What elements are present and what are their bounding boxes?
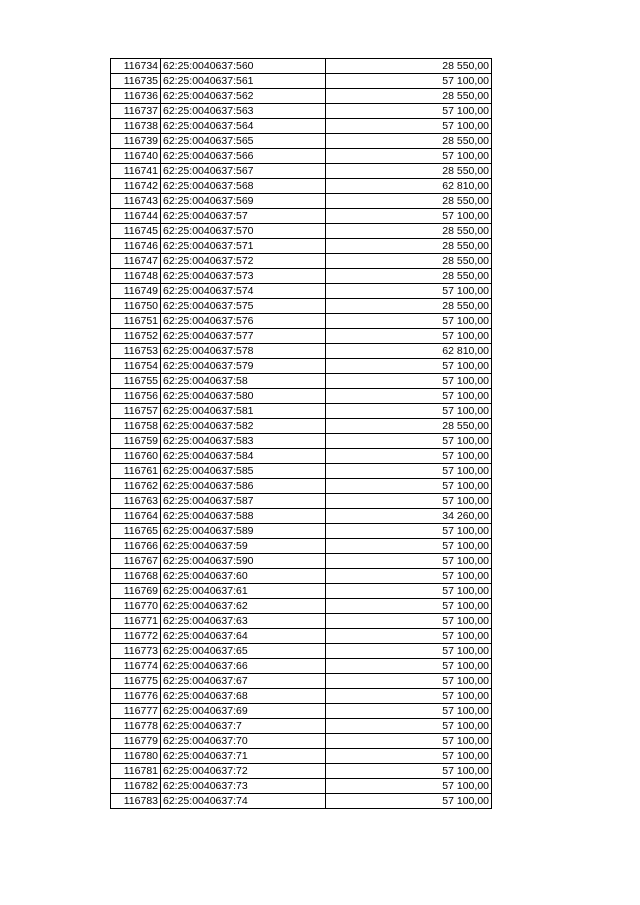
- table-row: [111, 674, 492, 689]
- amount-cell: 57 100,00: [326, 719, 492, 734]
- row-id-cell: 116749: [111, 284, 161, 299]
- cadastral-number-cell: 62:25:0040637:62: [161, 599, 326, 614]
- amount-cell: 28 550,00: [326, 299, 492, 314]
- row-id-cell: 116750: [111, 299, 161, 314]
- cadastral-number-cell: 62:25:0040637:580: [161, 389, 326, 404]
- amount-cell: 28 550,00: [326, 224, 492, 239]
- cadastral-number-cell: 62:25:0040637:560: [161, 59, 326, 74]
- row-id-cell: 116747: [111, 254, 161, 269]
- amount-cell: 28 550,00: [326, 59, 492, 74]
- cadastral-number-cell: 62:25:0040637:64: [161, 629, 326, 644]
- table-row: [111, 89, 492, 104]
- cadastral-number-cell: 62:25:0040637:562: [161, 89, 326, 104]
- table-row: [111, 614, 492, 629]
- table-row: [111, 149, 492, 164]
- amount-cell: 57 100,00: [326, 524, 492, 539]
- amount-cell: 62 810,00: [326, 179, 492, 194]
- amount-cell: 57 100,00: [326, 689, 492, 704]
- table-row: [111, 284, 492, 299]
- table-row: [111, 779, 492, 794]
- cadastral-number-cell: 62:25:0040637:578: [161, 344, 326, 359]
- row-id-cell: 116771: [111, 614, 161, 629]
- amount-cell: 57 100,00: [326, 119, 492, 134]
- cadastral-number-cell: 62:25:0040637:585: [161, 464, 326, 479]
- row-id-cell: 116740: [111, 149, 161, 164]
- amount-cell: 28 550,00: [326, 269, 492, 284]
- cadastral-number-cell: 62:25:0040637:7: [161, 719, 326, 734]
- cadastral-number-cell: 62:25:0040637:590: [161, 554, 326, 569]
- table-row: [111, 74, 492, 89]
- table-row: [111, 179, 492, 194]
- row-id-cell: 116741: [111, 164, 161, 179]
- cadastral-number-cell: 62:25:0040637:581: [161, 404, 326, 419]
- table-row: [111, 104, 492, 119]
- row-id-cell: 116774: [111, 659, 161, 674]
- amount-cell: 57 100,00: [326, 74, 492, 89]
- table-row: [111, 554, 492, 569]
- row-id-cell: 116746: [111, 239, 161, 254]
- amount-cell: 57 100,00: [326, 404, 492, 419]
- table-row: [111, 269, 492, 284]
- amount-cell: 57 100,00: [326, 314, 492, 329]
- table-row: [111, 644, 492, 659]
- table-row: [111, 794, 492, 809]
- table-row: [111, 659, 492, 674]
- amount-cell: 57 100,00: [326, 494, 492, 509]
- table-row: [111, 719, 492, 734]
- cadastral-number-cell: 62:25:0040637:70: [161, 734, 326, 749]
- cadastral-number-cell: 62:25:0040637:577: [161, 329, 326, 344]
- row-id-cell: 116739: [111, 134, 161, 149]
- amount-cell: 57 100,00: [326, 449, 492, 464]
- cadastral-number-cell: 62:25:0040637:59: [161, 539, 326, 554]
- row-id-cell: 116751: [111, 314, 161, 329]
- row-id-cell: 116734: [111, 59, 161, 74]
- cadastral-number-cell: 62:25:0040637:65: [161, 644, 326, 659]
- cadastral-number-cell: 62:25:0040637:561: [161, 74, 326, 89]
- row-id-cell: 116775: [111, 674, 161, 689]
- cadastral-number-cell: 62:25:0040637:573: [161, 269, 326, 284]
- table-row: [111, 749, 492, 764]
- amount-cell: 57 100,00: [326, 644, 492, 659]
- amount-cell: 57 100,00: [326, 374, 492, 389]
- amount-cell: 57 100,00: [326, 734, 492, 749]
- row-id-cell: 116738: [111, 119, 161, 134]
- amount-cell: 57 100,00: [326, 599, 492, 614]
- amount-cell: 57 100,00: [326, 584, 492, 599]
- cadastral-number-cell: 62:25:0040637:566: [161, 149, 326, 164]
- row-id-cell: 116773: [111, 644, 161, 659]
- table-row: [111, 449, 492, 464]
- amount-cell: 28 550,00: [326, 164, 492, 179]
- cadastral-number-cell: 62:25:0040637:567: [161, 164, 326, 179]
- row-id-cell: 116767: [111, 554, 161, 569]
- amount-cell: 57 100,00: [326, 464, 492, 479]
- row-id-cell: 116752: [111, 329, 161, 344]
- amount-cell: 57 100,00: [326, 704, 492, 719]
- cadastral-number-cell: 62:25:0040637:579: [161, 359, 326, 374]
- row-id-cell: 116765: [111, 524, 161, 539]
- amount-cell: 57 100,00: [326, 764, 492, 779]
- row-id-cell: 116764: [111, 509, 161, 524]
- cadastral-number-cell: 62:25:0040637:565: [161, 134, 326, 149]
- table-row: [111, 494, 492, 509]
- row-id-cell: 116782: [111, 779, 161, 794]
- table-row: [111, 254, 492, 269]
- registry-table: [110, 58, 492, 809]
- table-row: [111, 134, 492, 149]
- table-row: [111, 224, 492, 239]
- table-row: [111, 329, 492, 344]
- table-row: [111, 464, 492, 479]
- table-row: [111, 524, 492, 539]
- table-row: [111, 734, 492, 749]
- table-row: [111, 584, 492, 599]
- table-row: [111, 359, 492, 374]
- row-id-cell: 116783: [111, 794, 161, 809]
- row-id-cell: 116753: [111, 344, 161, 359]
- cadastral-number-cell: 62:25:0040637:584: [161, 449, 326, 464]
- amount-cell: 57 100,00: [326, 794, 492, 809]
- amount-cell: 57 100,00: [326, 674, 492, 689]
- row-id-cell: 116776: [111, 689, 161, 704]
- cadastral-number-cell: 62:25:0040637:588: [161, 509, 326, 524]
- row-id-cell: 116737: [111, 104, 161, 119]
- amount-cell: 57 100,00: [326, 329, 492, 344]
- cadastral-number-cell: 62:25:0040637:73: [161, 779, 326, 794]
- table-row: [111, 539, 492, 554]
- cadastral-number-cell: 62:25:0040637:576: [161, 314, 326, 329]
- amount-cell: 34 260,00: [326, 509, 492, 524]
- cadastral-number-cell: 62:25:0040637:71: [161, 749, 326, 764]
- table-row: [111, 119, 492, 134]
- cadastral-number-cell: 62:25:0040637:72: [161, 764, 326, 779]
- cadastral-number-cell: 62:25:0040637:587: [161, 494, 326, 509]
- table-row: [111, 209, 492, 224]
- cadastral-number-cell: 62:25:0040637:586: [161, 479, 326, 494]
- cadastral-number-cell: 62:25:0040637:572: [161, 254, 326, 269]
- amount-cell: 57 100,00: [326, 749, 492, 764]
- table-row: [111, 389, 492, 404]
- row-id-cell: 116772: [111, 629, 161, 644]
- table-row: [111, 509, 492, 524]
- table-row: [111, 194, 492, 209]
- table-row: [111, 479, 492, 494]
- cadastral-number-cell: 62:25:0040637:582: [161, 419, 326, 434]
- cadastral-number-cell: 62:25:0040637:61: [161, 584, 326, 599]
- row-id-cell: 116762: [111, 479, 161, 494]
- amount-cell: 57 100,00: [326, 209, 492, 224]
- amount-cell: 57 100,00: [326, 629, 492, 644]
- row-id-cell: 116761: [111, 464, 161, 479]
- amount-cell: 57 100,00: [326, 539, 492, 554]
- cadastral-number-cell: 62:25:0040637:575: [161, 299, 326, 314]
- amount-cell: 57 100,00: [326, 659, 492, 674]
- row-id-cell: 116759: [111, 434, 161, 449]
- amount-cell: 28 550,00: [326, 239, 492, 254]
- table-row: [111, 59, 492, 74]
- table-row: [111, 599, 492, 614]
- row-id-cell: 116758: [111, 419, 161, 434]
- cadastral-number-cell: 62:25:0040637:563: [161, 104, 326, 119]
- row-id-cell: 116742: [111, 179, 161, 194]
- cadastral-number-cell: 62:25:0040637:69: [161, 704, 326, 719]
- cadastral-number-cell: 62:25:0040637:60: [161, 569, 326, 584]
- amount-cell: 28 550,00: [326, 254, 492, 269]
- table-row: [111, 374, 492, 389]
- amount-cell: 57 100,00: [326, 284, 492, 299]
- table-row: [111, 569, 492, 584]
- amount-cell: 62 810,00: [326, 344, 492, 359]
- amount-cell: 28 550,00: [326, 194, 492, 209]
- cadastral-number-cell: 62:25:0040637:63: [161, 614, 326, 629]
- amount-cell: 57 100,00: [326, 479, 492, 494]
- cadastral-number-cell: 62:25:0040637:574: [161, 284, 326, 299]
- registry-table-body: [111, 59, 492, 809]
- row-id-cell: 116780: [111, 749, 161, 764]
- row-id-cell: 116760: [111, 449, 161, 464]
- cadastral-number-cell: 62:25:0040637:74: [161, 794, 326, 809]
- row-id-cell: 116779: [111, 734, 161, 749]
- amount-cell: 28 550,00: [326, 134, 492, 149]
- amount-cell: 57 100,00: [326, 779, 492, 794]
- amount-cell: 57 100,00: [326, 104, 492, 119]
- row-id-cell: 116757: [111, 404, 161, 419]
- table-row: [111, 434, 492, 449]
- table-row: [111, 164, 492, 179]
- amount-cell: 57 100,00: [326, 434, 492, 449]
- cadastral-number-cell: 62:25:0040637:564: [161, 119, 326, 134]
- amount-cell: 57 100,00: [326, 614, 492, 629]
- cadastral-number-cell: 62:25:0040637:571: [161, 239, 326, 254]
- row-id-cell: 116763: [111, 494, 161, 509]
- cadastral-number-cell: 62:25:0040637:568: [161, 179, 326, 194]
- row-id-cell: 116778: [111, 719, 161, 734]
- table-row: [111, 689, 492, 704]
- table-row: [111, 239, 492, 254]
- row-id-cell: 116735: [111, 74, 161, 89]
- table-row: [111, 629, 492, 644]
- amount-cell: 57 100,00: [326, 554, 492, 569]
- row-id-cell: 116744: [111, 209, 161, 224]
- row-id-cell: 116745: [111, 224, 161, 239]
- row-id-cell: 116769: [111, 584, 161, 599]
- amount-cell: 57 100,00: [326, 149, 492, 164]
- row-id-cell: 116736: [111, 89, 161, 104]
- table-row: [111, 314, 492, 329]
- table-row: [111, 419, 492, 434]
- row-id-cell: 116756: [111, 389, 161, 404]
- row-id-cell: 116755: [111, 374, 161, 389]
- row-id-cell: 116777: [111, 704, 161, 719]
- row-id-cell: 116748: [111, 269, 161, 284]
- table-row: [111, 299, 492, 314]
- cadastral-number-cell: 62:25:0040637:570: [161, 224, 326, 239]
- cadastral-number-cell: 62:25:0040637:58: [161, 374, 326, 389]
- table-row: [111, 764, 492, 779]
- row-id-cell: 116743: [111, 194, 161, 209]
- table-row: [111, 344, 492, 359]
- cadastral-number-cell: 62:25:0040637:57: [161, 209, 326, 224]
- cadastral-number-cell: 62:25:0040637:67: [161, 674, 326, 689]
- amount-cell: 28 550,00: [326, 89, 492, 104]
- amount-cell: 57 100,00: [326, 569, 492, 584]
- row-id-cell: 116781: [111, 764, 161, 779]
- row-id-cell: 116770: [111, 599, 161, 614]
- cadastral-number-cell: 62:25:0040637:583: [161, 434, 326, 449]
- amount-cell: 57 100,00: [326, 359, 492, 374]
- table-row: [111, 704, 492, 719]
- amount-cell: 28 550,00: [326, 419, 492, 434]
- amount-cell: 57 100,00: [326, 389, 492, 404]
- cadastral-number-cell: 62:25:0040637:66: [161, 659, 326, 674]
- row-id-cell: 116768: [111, 569, 161, 584]
- table-row: [111, 404, 492, 419]
- cadastral-number-cell: 62:25:0040637:68: [161, 689, 326, 704]
- row-id-cell: 116766: [111, 539, 161, 554]
- row-id-cell: 116754: [111, 359, 161, 374]
- cadastral-number-cell: 62:25:0040637:589: [161, 524, 326, 539]
- cadastral-number-cell: 62:25:0040637:569: [161, 194, 326, 209]
